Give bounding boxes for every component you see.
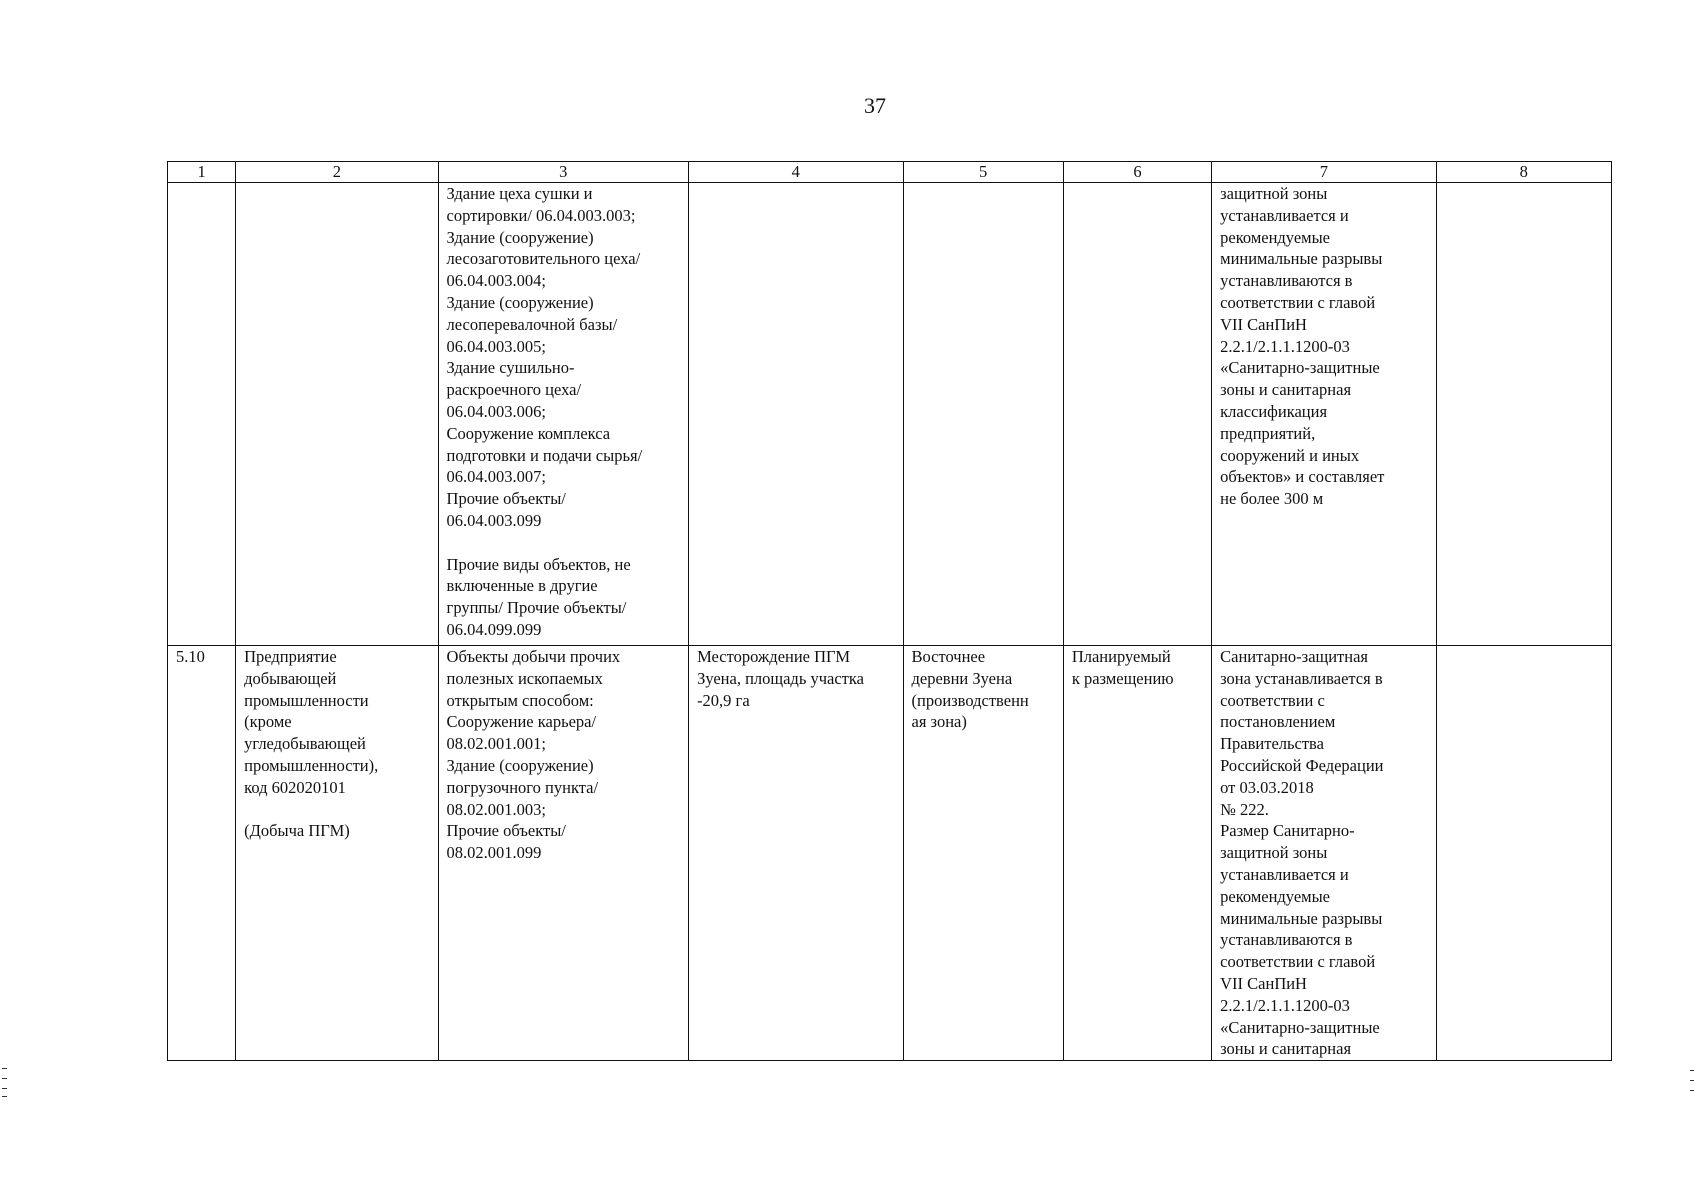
cell-deposit xyxy=(689,646,903,1061)
cell-status xyxy=(1063,646,1211,1061)
cell-notes xyxy=(1436,646,1611,1061)
cell-objects xyxy=(438,183,689,646)
cell-number-text: 5.10 xyxy=(176,647,205,666)
table-row-5-10 xyxy=(168,646,1612,1061)
column-header-3: 3 xyxy=(438,162,689,183)
scan-mark-left xyxy=(2,1068,7,1069)
scan-mark-right xyxy=(1690,1090,1694,1091)
cell-sanitary-zone xyxy=(1212,646,1436,1061)
scan-mark-right xyxy=(1690,1080,1694,1081)
cell-location-text: Восточнее деревни Зуена (производственн ая зона) xyxy=(911,647,1029,732)
column-header-5: 5 xyxy=(903,162,1063,183)
cell-objects-text: Объекты добычи прочих полезных ископаемых открытым способом: Сооружение карьера/ 08.02.001.001; Здание (сооружение) погрузочного пункта/ 08.02.001.003; Прочие объекты/ 08.02.001.099 xyxy=(446,647,621,863)
cell-objects-text: Здание цеха сушки и сортировки/ 06.04.003.003; Здание (сооружение) лесозаготовительного цеха/ 06.04.003.004; Здание (сооружение) лесоперевалочной базы/ 06.04.003.005; Здание сушильно- раскроечного цеха/ 06.04.003.006; Сооружение комплекса подготовки и подачи сырья/ 06.04.003.007; Прочие объекты/ 06.04.003.099 Прочие виды объектов, не включенные в другие группы/ Прочие объекты/ 06.04.099.099 xyxy=(446,184,643,639)
column-header-6: 6 xyxy=(1063,162,1211,183)
cell-deposit-text: Месторождение ПГМ Зуена, площадь участка -20,9 га xyxy=(697,647,864,710)
cell-enterprise-text: Предприятие добывающей промышленности (кроме угледобывающей промышленности), код 602020101 (Добыча ПГМ) xyxy=(244,647,379,841)
scan-mark-left xyxy=(2,1078,7,1079)
cell-status-text: Планируемый к размещению xyxy=(1071,647,1174,688)
cell-enterprise xyxy=(236,646,438,1061)
cell-sanitary-zone-text: защитной зоны устанавливается и рекомендуемые минимальные разрывы устанавливаются в соответствии с главой VII СанПиН 2.2.1/2.1.1.1200-03 «Санитарно-защитные зоны и санитарная классификация предприятий, сооружений и иных объектов» и составляет не более 300 м xyxy=(1220,184,1385,509)
cell-number xyxy=(168,183,236,646)
document-table xyxy=(167,161,1612,1061)
cell-status xyxy=(1063,183,1211,646)
cell-number xyxy=(168,646,236,1061)
cell-location xyxy=(903,183,1063,646)
header-row xyxy=(168,162,1612,183)
table-row-continuation xyxy=(168,183,1612,646)
column-header-8: 8 xyxy=(1436,162,1611,183)
scan-mark-right xyxy=(1690,1070,1694,1071)
cell-location xyxy=(903,646,1063,1061)
scan-mark-left xyxy=(2,1088,7,1089)
column-header-4: 4 xyxy=(689,162,903,183)
cell-notes xyxy=(1436,183,1611,646)
cell-sanitary-zone xyxy=(1212,183,1436,646)
page-number: 37 xyxy=(864,93,886,118)
column-header-7: 7 xyxy=(1212,162,1436,183)
cell-objects xyxy=(438,646,689,1061)
scan-mark-left xyxy=(2,1096,7,1097)
column-header-1: 1 xyxy=(168,162,236,183)
column-header-2: 2 xyxy=(236,162,438,183)
cell-sanitary-zone-text: Санитарно-защитная зона устанавливается в соответствии с постановлением Правительства Российской Федерации от 03.03.2018 № 222. Размер Санитарно- защитной зоны устанавливается и рекомендуемые минимальные разрывы устанавливаются в соответствии с главой VII СанПиН 2.2.1/2.1.1.1200-03 «Санитарно-защитные зоны и санитарная xyxy=(1220,647,1384,1059)
cell-enterprise xyxy=(236,183,438,646)
cell-deposit xyxy=(689,183,903,646)
